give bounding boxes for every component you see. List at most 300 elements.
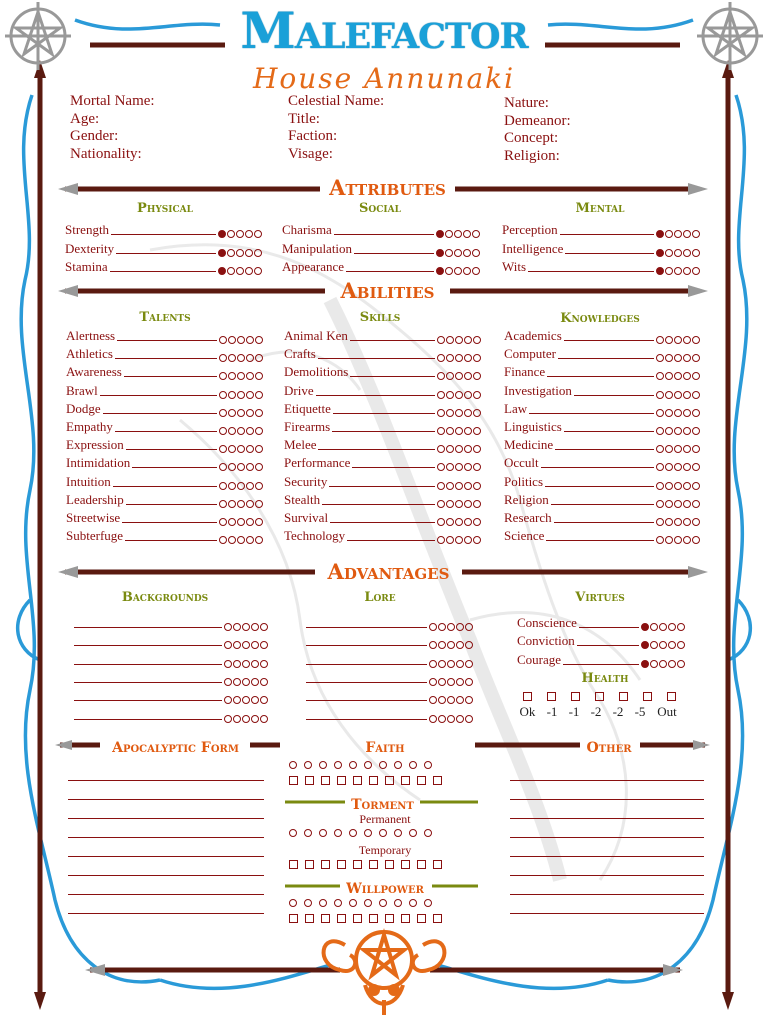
square-box[interactable] <box>321 776 330 785</box>
rating-dot[interactable] <box>254 267 262 275</box>
dot-rating[interactable] <box>656 336 700 344</box>
entry-line[interactable] <box>347 540 435 541</box>
entry-line[interactable] <box>74 664 222 665</box>
rating-dot[interactable] <box>237 445 245 453</box>
rating-dot[interactable] <box>218 249 226 257</box>
rating-dot[interactable] <box>465 715 473 723</box>
rating-dot[interactable] <box>454 267 462 275</box>
rating-dot[interactable] <box>242 696 250 704</box>
rating-dot[interactable] <box>454 249 462 257</box>
health-box[interactable] <box>547 692 556 701</box>
rating-dot[interactable] <box>683 500 691 508</box>
rating-dot[interactable] <box>260 715 268 723</box>
square-box[interactable] <box>433 776 442 785</box>
rating-dot[interactable] <box>437 445 445 453</box>
dot-rating[interactable] <box>219 354 263 362</box>
dot-rating[interactable] <box>641 660 685 668</box>
rating-dot[interactable] <box>665 249 673 257</box>
dot-rating[interactable] <box>219 445 263 453</box>
dot-rating[interactable] <box>436 267 480 275</box>
entry-line[interactable] <box>74 645 222 646</box>
rating-dot[interactable] <box>255 354 263 362</box>
square-box[interactable] <box>401 914 410 923</box>
writing-line[interactable] <box>510 875 704 876</box>
entry-line[interactable] <box>350 340 435 341</box>
rating-dot[interactable] <box>228 500 236 508</box>
entry-line[interactable] <box>306 627 427 628</box>
rating-dot[interactable] <box>334 899 342 907</box>
dot-rating[interactable] <box>437 482 481 490</box>
entry-line[interactable] <box>124 376 217 377</box>
rating-dot[interactable] <box>319 899 327 907</box>
writing-line[interactable] <box>510 894 704 895</box>
rating-dot[interactable] <box>656 249 664 257</box>
rating-dot[interactable] <box>364 761 372 769</box>
rating-dot[interactable] <box>446 463 454 471</box>
writing-line[interactable] <box>510 837 704 838</box>
writing-line[interactable] <box>510 799 704 800</box>
rating-dot[interactable] <box>254 249 262 257</box>
dot-rating[interactable] <box>429 696 473 704</box>
rating-dot[interactable] <box>464 445 472 453</box>
rating-dot[interactable] <box>683 336 691 344</box>
dot-rating[interactable] <box>436 230 480 238</box>
square-box[interactable] <box>353 776 362 785</box>
dot-rating[interactable] <box>219 336 263 344</box>
rating-dot[interactable] <box>473 409 481 417</box>
rating-dot[interactable] <box>246 445 254 453</box>
dot-rating[interactable] <box>219 536 263 544</box>
entry-line[interactable] <box>125 540 217 541</box>
writing-line[interactable] <box>510 856 704 857</box>
square-box[interactable] <box>433 860 442 869</box>
rating-dot[interactable] <box>650 641 658 649</box>
rating-dot[interactable] <box>665 518 673 526</box>
rating-dot[interactable] <box>233 660 241 668</box>
rating-dot[interactable] <box>455 409 463 417</box>
entry-line[interactable] <box>563 664 639 665</box>
rating-dot[interactable] <box>464 391 472 399</box>
rating-dot[interactable] <box>218 230 226 238</box>
rating-dot[interactable] <box>683 463 691 471</box>
rating-dot[interactable] <box>446 500 454 508</box>
dot-rating[interactable] <box>437 445 481 453</box>
dot-rating[interactable] <box>437 463 481 471</box>
rating-dot[interactable] <box>641 623 649 631</box>
dot-rating[interactable] <box>219 372 263 380</box>
rating-dot[interactable] <box>219 427 227 435</box>
rating-dot[interactable] <box>656 336 664 344</box>
rating-dot[interactable] <box>429 678 437 686</box>
rating-dot[interactable] <box>473 500 481 508</box>
rating-dot[interactable] <box>438 696 446 704</box>
rating-dot[interactable] <box>227 230 235 238</box>
rating-dot[interactable] <box>674 267 682 275</box>
rating-dot[interactable] <box>665 536 673 544</box>
rating-dot[interactable] <box>674 500 682 508</box>
rating-dot[interactable] <box>446 409 454 417</box>
rating-dot[interactable] <box>665 482 673 490</box>
rating-dot[interactable] <box>463 249 471 257</box>
rating-dot[interactable] <box>228 427 236 435</box>
rating-dot[interactable] <box>683 427 691 435</box>
square-box[interactable] <box>353 860 362 869</box>
rating-dot[interactable] <box>219 391 227 399</box>
rating-dot[interactable] <box>228 445 236 453</box>
entry-line[interactable] <box>333 413 435 414</box>
rating-dot[interactable] <box>656 409 664 417</box>
rating-dot[interactable] <box>656 372 664 380</box>
rating-dot[interactable] <box>665 372 673 380</box>
rating-dot[interactable] <box>683 372 691 380</box>
dot-rating[interactable] <box>656 409 700 417</box>
rating-dot[interactable] <box>260 660 268 668</box>
rating-dot[interactable] <box>455 391 463 399</box>
entry-line[interactable] <box>113 486 217 487</box>
dot-rating[interactable] <box>436 249 480 257</box>
dot-rating[interactable] <box>429 623 473 631</box>
entry-line[interactable] <box>122 522 217 523</box>
health-box[interactable] <box>523 692 532 701</box>
rating-dot[interactable] <box>464 427 472 435</box>
rating-dot[interactable] <box>465 678 473 686</box>
rating-dot[interactable] <box>674 463 682 471</box>
rating-dot[interactable] <box>659 623 667 631</box>
rating-dot[interactable] <box>236 267 244 275</box>
rating-dot[interactable] <box>656 536 664 544</box>
dot-rating[interactable] <box>219 391 263 399</box>
rating-dot[interactable] <box>228 354 236 362</box>
rating-dot[interactable] <box>289 899 297 907</box>
rating-dot[interactable] <box>447 623 455 631</box>
rating-dot[interactable] <box>236 230 244 238</box>
rating-dot[interactable] <box>692 336 700 344</box>
rating-dot[interactable] <box>237 336 245 344</box>
rating-dot[interactable] <box>464 463 472 471</box>
dot-rating[interactable] <box>437 536 481 544</box>
rating-dot[interactable] <box>219 409 227 417</box>
rating-dot[interactable] <box>446 336 454 344</box>
rating-dot[interactable] <box>438 623 446 631</box>
rating-dot[interactable] <box>237 482 245 490</box>
writing-line[interactable] <box>510 780 704 781</box>
rating-dot[interactable] <box>436 230 444 238</box>
rating-dot[interactable] <box>251 660 259 668</box>
rating-dot[interactable] <box>227 267 235 275</box>
rating-dot[interactable] <box>436 249 444 257</box>
rating-dot[interactable] <box>659 660 667 668</box>
rating-dot[interactable] <box>677 623 685 631</box>
rating-dot[interactable] <box>349 829 357 837</box>
rating-dot[interactable] <box>437 518 445 526</box>
entry-line[interactable] <box>564 340 654 341</box>
rating-dot[interactable] <box>456 641 464 649</box>
writing-line[interactable] <box>68 875 264 876</box>
rating-dot[interactable] <box>464 536 472 544</box>
rating-dot[interactable] <box>237 427 245 435</box>
rating-dot[interactable] <box>656 391 664 399</box>
rating-dot[interactable] <box>674 536 682 544</box>
dot-rating[interactable] <box>224 696 268 704</box>
rating-dot[interactable] <box>641 660 649 668</box>
dot-rating[interactable] <box>224 641 268 649</box>
rating-dot[interactable] <box>473 427 481 435</box>
rating-dot[interactable] <box>255 391 263 399</box>
rating-dot[interactable] <box>289 829 297 837</box>
rating-dot[interactable] <box>219 500 227 508</box>
rating-dot[interactable] <box>236 249 244 257</box>
rating-dot[interactable] <box>456 623 464 631</box>
entry-line[interactable] <box>564 431 654 432</box>
rating-dot[interactable] <box>455 482 463 490</box>
entry-line[interactable] <box>558 358 654 359</box>
rating-dot[interactable] <box>334 761 342 769</box>
writing-line[interactable] <box>68 913 264 914</box>
rating-dot[interactable] <box>455 518 463 526</box>
dot-rating[interactable] <box>656 372 700 380</box>
rating-dot[interactable] <box>668 641 676 649</box>
rating-dot[interactable] <box>304 761 312 769</box>
rating-dot[interactable] <box>656 354 664 362</box>
dot-rating[interactable] <box>656 249 700 257</box>
dot-rating[interactable] <box>429 715 473 723</box>
rating-dot[interactable] <box>659 641 667 649</box>
rating-dot[interactable] <box>255 445 263 453</box>
rating-dot[interactable] <box>219 463 227 471</box>
rating-dot[interactable] <box>242 660 250 668</box>
rating-dot[interactable] <box>456 715 464 723</box>
entry-line[interactable] <box>546 540 654 541</box>
rating-dot[interactable] <box>656 230 664 238</box>
rating-dot[interactable] <box>464 500 472 508</box>
square-box[interactable] <box>289 860 298 869</box>
dot-rating[interactable] <box>656 391 700 399</box>
rating-dot[interactable] <box>219 372 227 380</box>
rating-dot[interactable] <box>674 391 682 399</box>
square-box[interactable] <box>369 860 378 869</box>
rating-dot[interactable] <box>677 660 685 668</box>
rating-dot[interactable] <box>692 372 700 380</box>
entry-line[interactable] <box>74 627 222 628</box>
entry-line[interactable] <box>110 271 216 272</box>
rating-dot[interactable] <box>464 354 472 362</box>
rating-dot[interactable] <box>224 715 232 723</box>
dot-rating[interactable] <box>656 230 700 238</box>
entry-line[interactable] <box>352 467 435 468</box>
entry-line[interactable] <box>346 271 434 272</box>
rating-dot[interactable] <box>429 623 437 631</box>
rating-dot[interactable] <box>692 267 700 275</box>
rating-dot[interactable] <box>446 391 454 399</box>
dot-rating[interactable] <box>219 518 263 526</box>
rating-dot[interactable] <box>228 372 236 380</box>
rating-dot[interactable] <box>237 372 245 380</box>
entry-line[interactable] <box>332 431 435 432</box>
rating-dot[interactable] <box>656 427 664 435</box>
dot-rating[interactable] <box>224 623 268 631</box>
rating-dot[interactable] <box>683 409 691 417</box>
rating-dot[interactable] <box>692 445 700 453</box>
rating-dot[interactable] <box>665 267 673 275</box>
rating-dot[interactable] <box>472 249 480 257</box>
rating-dot[interactable] <box>464 372 472 380</box>
square-box[interactable] <box>417 914 426 923</box>
rating-dot[interactable] <box>246 518 254 526</box>
rating-dot[interactable] <box>455 427 463 435</box>
entry-line[interactable] <box>354 253 434 254</box>
square-box[interactable] <box>305 776 314 785</box>
entry-line[interactable] <box>334 234 434 235</box>
rating-dot[interactable] <box>255 409 263 417</box>
dot-rating[interactable] <box>429 641 473 649</box>
entry-line[interactable] <box>74 719 222 720</box>
rating-dot[interactable] <box>683 482 691 490</box>
rating-dot[interactable] <box>319 829 327 837</box>
entry-line[interactable] <box>115 358 217 359</box>
rating-dot[interactable] <box>242 623 250 631</box>
rating-dot[interactable] <box>674 249 682 257</box>
rating-dot[interactable] <box>379 829 387 837</box>
rating-dot[interactable] <box>228 536 236 544</box>
health-box[interactable] <box>667 692 676 701</box>
health-box[interactable] <box>643 692 652 701</box>
rating-dot[interactable] <box>674 445 682 453</box>
rating-dot[interactable] <box>224 641 232 649</box>
rating-dot[interactable] <box>674 372 682 380</box>
rating-dot[interactable] <box>260 696 268 704</box>
entry-line[interactable] <box>306 719 427 720</box>
dot-rating[interactable] <box>437 518 481 526</box>
entry-line[interactable] <box>115 431 217 432</box>
square-box[interactable] <box>433 914 442 923</box>
rating-dot[interactable] <box>255 427 263 435</box>
entry-line[interactable] <box>103 413 217 414</box>
dot-rating[interactable] <box>656 536 700 544</box>
rating-dot[interactable] <box>245 249 253 257</box>
dot-rating[interactable] <box>656 482 700 490</box>
dot-rating[interactable] <box>641 623 685 631</box>
dot-rating[interactable] <box>437 500 481 508</box>
dot-rating[interactable] <box>219 500 263 508</box>
rating-dot[interactable] <box>674 409 682 417</box>
rating-dot[interactable] <box>255 518 263 526</box>
rating-dot[interactable] <box>465 641 473 649</box>
rating-dot[interactable] <box>437 336 445 344</box>
rating-dot[interactable] <box>454 230 462 238</box>
rating-dot[interactable] <box>677 641 685 649</box>
entry-line[interactable] <box>330 522 435 523</box>
rating-dot[interactable] <box>455 445 463 453</box>
rating-dot[interactable] <box>445 230 453 238</box>
rating-dot[interactable] <box>447 641 455 649</box>
rating-dot[interactable] <box>683 445 691 453</box>
rating-dot[interactable] <box>349 761 357 769</box>
rating-dot[interactable] <box>437 536 445 544</box>
rating-dot[interactable] <box>251 696 259 704</box>
square-box[interactable] <box>369 914 378 923</box>
rating-dot[interactable] <box>228 336 236 344</box>
rating-dot[interactable] <box>255 463 263 471</box>
entry-line[interactable] <box>306 682 427 683</box>
rating-dot[interactable] <box>665 409 673 417</box>
rating-dot[interactable] <box>246 500 254 508</box>
rating-dot[interactable] <box>473 391 481 399</box>
rating-dot[interactable] <box>429 660 437 668</box>
rating-dot[interactable] <box>255 336 263 344</box>
rating-dot[interactable] <box>251 715 259 723</box>
rating-dot[interactable] <box>242 641 250 649</box>
rating-dot[interactable] <box>437 463 445 471</box>
rating-dot[interactable] <box>246 336 254 344</box>
rating-dot[interactable] <box>255 536 263 544</box>
rating-dot[interactable] <box>692 230 700 238</box>
writing-line[interactable] <box>68 780 264 781</box>
rating-dot[interactable] <box>224 623 232 631</box>
rating-dot[interactable] <box>255 482 263 490</box>
dot-rating[interactable] <box>656 518 700 526</box>
square-box[interactable] <box>401 776 410 785</box>
rating-dot[interactable] <box>656 463 664 471</box>
rating-dot[interactable] <box>394 761 402 769</box>
rating-dot[interactable] <box>364 829 372 837</box>
entry-line[interactable] <box>579 627 639 628</box>
dot-rating[interactable] <box>219 409 263 417</box>
entry-line[interactable] <box>306 645 427 646</box>
rating-dot[interactable] <box>668 660 676 668</box>
rating-dot[interactable] <box>455 372 463 380</box>
rating-dot[interactable] <box>650 660 658 668</box>
rating-dot[interactable] <box>446 372 454 380</box>
rating-dot[interactable] <box>674 518 682 526</box>
square-box[interactable] <box>289 776 298 785</box>
entry-line[interactable] <box>306 664 427 665</box>
rating-dot[interactable] <box>465 660 473 668</box>
rating-dot[interactable] <box>463 230 471 238</box>
rating-dot[interactable] <box>219 536 227 544</box>
rating-dot[interactable] <box>228 518 236 526</box>
health-box[interactable] <box>619 692 628 701</box>
rating-dot[interactable] <box>237 536 245 544</box>
entry-line[interactable] <box>126 449 217 450</box>
rating-dot[interactable] <box>237 463 245 471</box>
square-box[interactable] <box>417 776 426 785</box>
rating-dot[interactable] <box>464 482 472 490</box>
entry-line[interactable] <box>529 413 654 414</box>
dot-rating[interactable] <box>656 267 700 275</box>
rating-dot[interactable] <box>251 623 259 631</box>
rating-dot[interactable] <box>438 660 446 668</box>
rating-dot[interactable] <box>665 336 673 344</box>
rating-dot[interactable] <box>394 829 402 837</box>
rating-dot[interactable] <box>456 678 464 686</box>
rating-dot[interactable] <box>473 354 481 362</box>
square-box[interactable] <box>337 914 346 923</box>
health-box[interactable] <box>571 692 580 701</box>
rating-dot[interactable] <box>692 391 700 399</box>
dot-rating[interactable] <box>437 409 481 417</box>
rating-dot[interactable] <box>237 354 245 362</box>
rating-dot[interactable] <box>683 354 691 362</box>
rating-dot[interactable] <box>237 409 245 417</box>
dot-rating[interactable] <box>429 678 473 686</box>
rating-dot[interactable] <box>473 445 481 453</box>
rating-dot[interactable] <box>463 267 471 275</box>
rating-dot[interactable] <box>692 249 700 257</box>
rating-dot[interactable] <box>446 427 454 435</box>
dot-rating[interactable] <box>656 427 700 435</box>
rating-dot[interactable] <box>437 372 445 380</box>
rating-dot[interactable] <box>473 482 481 490</box>
